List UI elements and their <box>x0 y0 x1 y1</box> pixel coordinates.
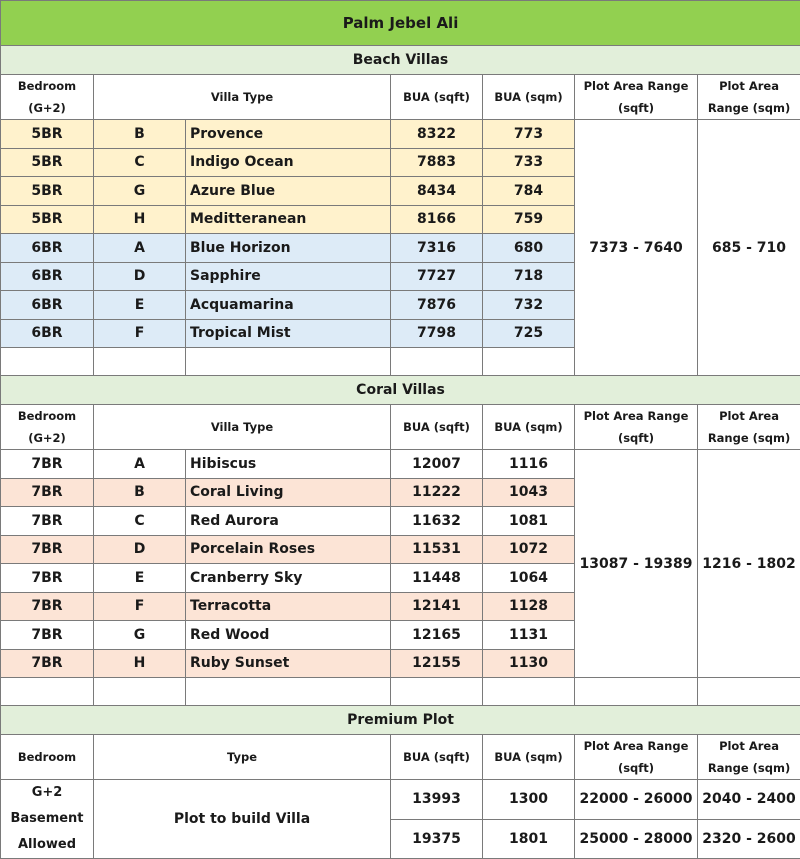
bua-sqft-cell: 19375 <box>391 819 483 859</box>
villa-name-cell: Sapphire <box>186 262 391 291</box>
bua-sqft-cell: 11448 <box>391 564 483 593</box>
bua-sqm-cell: 1072 <box>483 535 575 564</box>
empty-cell <box>575 678 698 706</box>
villa-name-cell: Red Wood <box>186 621 391 650</box>
bua-sqm-cell: 759 <box>483 205 575 234</box>
type-code-cell: F <box>94 319 186 348</box>
bedroom-cell: 6BR <box>1 262 94 291</box>
type-code-cell: E <box>94 564 186 593</box>
type-code-cell: B <box>94 478 186 507</box>
header-bua-sqft: BUA (sqft) <box>391 75 483 120</box>
bedroom-cell: 5BR <box>1 177 94 206</box>
bua-sqm-cell: 732 <box>483 291 575 320</box>
bua-sqm-cell: 725 <box>483 319 575 348</box>
villa-name-cell: Hibiscus <box>186 450 391 479</box>
empty-cell <box>1 678 94 706</box>
empty-cell <box>483 678 575 706</box>
bedroom-cell: 7BR <box>1 621 94 650</box>
bedroom-cell: 7BR <box>1 535 94 564</box>
bua-sqft-cell: 8434 <box>391 177 483 206</box>
type-code-cell: G <box>94 621 186 650</box>
type-code-cell: C <box>94 148 186 177</box>
bua-sqm-cell: 1064 <box>483 564 575 593</box>
bedroom-cell: G+2 Basement Allowed <box>1 780 94 859</box>
bedroom-cell: 5BR <box>1 120 94 149</box>
bua-sqft-cell: 7883 <box>391 148 483 177</box>
table-row <box>1 120 800 149</box>
bedroom-cell: 7BR <box>1 507 94 536</box>
header-bua-sqm: BUA (sqm) <box>483 75 575 120</box>
bedroom-cell: 7BR <box>1 478 94 507</box>
bua-sqm-cell: 773 <box>483 120 575 149</box>
bua-sqm-cell: 1116 <box>483 450 575 479</box>
header-villa-type: Villa Type <box>94 405 391 450</box>
villa-name-cell: Provence <box>186 120 391 149</box>
bua-sqft-cell: 11632 <box>391 507 483 536</box>
bedroom-cell: 7BR <box>1 649 94 678</box>
type-code-cell: A <box>94 234 186 263</box>
page-title: Palm Jebel Ali <box>1 1 800 46</box>
villa-name-cell: Porcelain Roses <box>186 535 391 564</box>
header-type: Type <box>94 735 391 780</box>
empty-cell <box>391 348 483 376</box>
villa-name-cell: Tropical Mist <box>186 319 391 348</box>
header-plot-sqft: Plot Area Range (sqft) <box>575 735 698 780</box>
table-row <box>1 780 800 820</box>
type-code-cell: E <box>94 291 186 320</box>
bua-sqft-cell: 8322 <box>391 120 483 149</box>
bedroom-cell: 7BR <box>1 564 94 593</box>
bua-sqft-cell: 11222 <box>391 478 483 507</box>
table-header <box>1 75 800 120</box>
villa-name-cell: Terracotta <box>186 592 391 621</box>
plot-range-sqm: 2040 - 2400 <box>698 780 800 820</box>
type-code-cell: A <box>94 450 186 479</box>
header-bua-sqm: BUA (sqm) <box>483 735 575 780</box>
header-plot-sqm: Plot Area Range (sqm) <box>698 735 800 780</box>
bedroom-cell: 7BR <box>1 450 94 479</box>
bua-sqm-cell: 1081 <box>483 507 575 536</box>
bedroom-cell: 5BR <box>1 205 94 234</box>
bua-sqft-cell: 12007 <box>391 450 483 479</box>
type-code-cell: G <box>94 177 186 206</box>
villa-name-cell: Cranberry Sky <box>186 564 391 593</box>
empty-row <box>1 678 800 706</box>
header-bua-sqft: BUA (sqft) <box>391 735 483 780</box>
type-code-cell: D <box>94 535 186 564</box>
empty-cell <box>1 348 94 376</box>
header-bua-sqm: BUA (sqm) <box>483 405 575 450</box>
bua-sqm-cell: 1043 <box>483 478 575 507</box>
header-plot-sqm: Plot Area Range (sqm) <box>698 405 800 450</box>
header-bedroom: Bedroom (G+2) <box>1 75 94 120</box>
empty-cell <box>186 678 391 706</box>
empty-cell <box>186 348 391 376</box>
plot-range-sqm: 685 - 710 <box>698 120 800 376</box>
villa-name-cell: Blue Horizon <box>186 234 391 263</box>
empty-cell <box>698 678 800 706</box>
header-bedroom: Bedroom (G+2) <box>1 405 94 450</box>
section-title-premium: Premium Plot <box>1 706 800 735</box>
villa-name-cell: Red Aurora <box>186 507 391 536</box>
header-plot-sqm: Plot Area Range (sqm) <box>698 75 800 120</box>
villa-name-cell: Azure Blue <box>186 177 391 206</box>
bua-sqm-cell: 784 <box>483 177 575 206</box>
bua-sqft-cell: 7876 <box>391 291 483 320</box>
bedroom-cell: 7BR <box>1 592 94 621</box>
bua-sqm-cell: 1131 <box>483 621 575 650</box>
bua-sqft-cell: 7798 <box>391 319 483 348</box>
bua-sqft-cell: 13993 <box>391 780 483 820</box>
section-title-coral: Coral Villas <box>1 376 800 405</box>
bua-sqft-cell: 7316 <box>391 234 483 263</box>
bedroom-cell: 6BR <box>1 319 94 348</box>
table-header <box>1 405 800 450</box>
empty-cell <box>94 348 186 376</box>
type-code-cell: H <box>94 649 186 678</box>
plot-range-sqft: 13087 - 19389 <box>575 450 698 678</box>
bua-sqm-cell: 733 <box>483 148 575 177</box>
plot-range-sqm: 1216 - 1802 <box>698 450 800 678</box>
bedroom-cell: 5BR <box>1 148 94 177</box>
bua-sqm-cell: 1130 <box>483 649 575 678</box>
bua-sqm-cell: 680 <box>483 234 575 263</box>
header-villa-type: Villa Type <box>94 75 391 120</box>
bedroom-cell: 6BR <box>1 234 94 263</box>
plot-range-sqft: 22000 - 26000 <box>575 780 698 820</box>
villa-name-cell: Meditteranean <box>186 205 391 234</box>
header-bua-sqft: BUA (sqft) <box>391 405 483 450</box>
type-code-cell: D <box>94 262 186 291</box>
bua-sqft-cell: 7727 <box>391 262 483 291</box>
bedroom-cell: 6BR <box>1 291 94 320</box>
bua-sqft-cell: 11531 <box>391 535 483 564</box>
plot-range-sqm: 2320 - 2600 <box>698 819 800 859</box>
bua-sqm-cell: 1300 <box>483 780 575 820</box>
type-code-cell: H <box>94 205 186 234</box>
empty-cell <box>391 678 483 706</box>
villa-name-cell: Indigo Ocean <box>186 148 391 177</box>
type-code-cell: B <box>94 120 186 149</box>
bua-sqft-cell: 12165 <box>391 621 483 650</box>
bua-sqft-cell: 12155 <box>391 649 483 678</box>
bua-sqft-cell: 12141 <box>391 592 483 621</box>
header-plot-sqft: Plot Area Range (sqft) <box>575 75 698 120</box>
header-bedroom: Bedroom <box>1 735 94 780</box>
empty-cell <box>483 348 575 376</box>
plot-range-sqft: 7373 - 7640 <box>575 120 698 376</box>
header-plot-sqft: Plot Area Range (sqft) <box>575 405 698 450</box>
type-code-cell: C <box>94 507 186 536</box>
bua-sqm-cell: 1128 <box>483 592 575 621</box>
type-code-cell: F <box>94 592 186 621</box>
bua-sqm-cell: 1801 <box>483 819 575 859</box>
villa-name-cell: Acquamarina <box>186 291 391 320</box>
type-cell: Plot to build Villa <box>94 780 391 859</box>
plot-range-sqft: 25000 - 28000 <box>575 819 698 859</box>
bua-sqft-cell: 8166 <box>391 205 483 234</box>
table-row <box>1 450 800 479</box>
empty-cell <box>94 678 186 706</box>
villa-name-cell: Coral Living <box>186 478 391 507</box>
villa-name-cell: Ruby Sunset <box>186 649 391 678</box>
table-header <box>1 735 800 780</box>
section-title-beach: Beach Villas <box>1 46 800 75</box>
bua-sqm-cell: 718 <box>483 262 575 291</box>
